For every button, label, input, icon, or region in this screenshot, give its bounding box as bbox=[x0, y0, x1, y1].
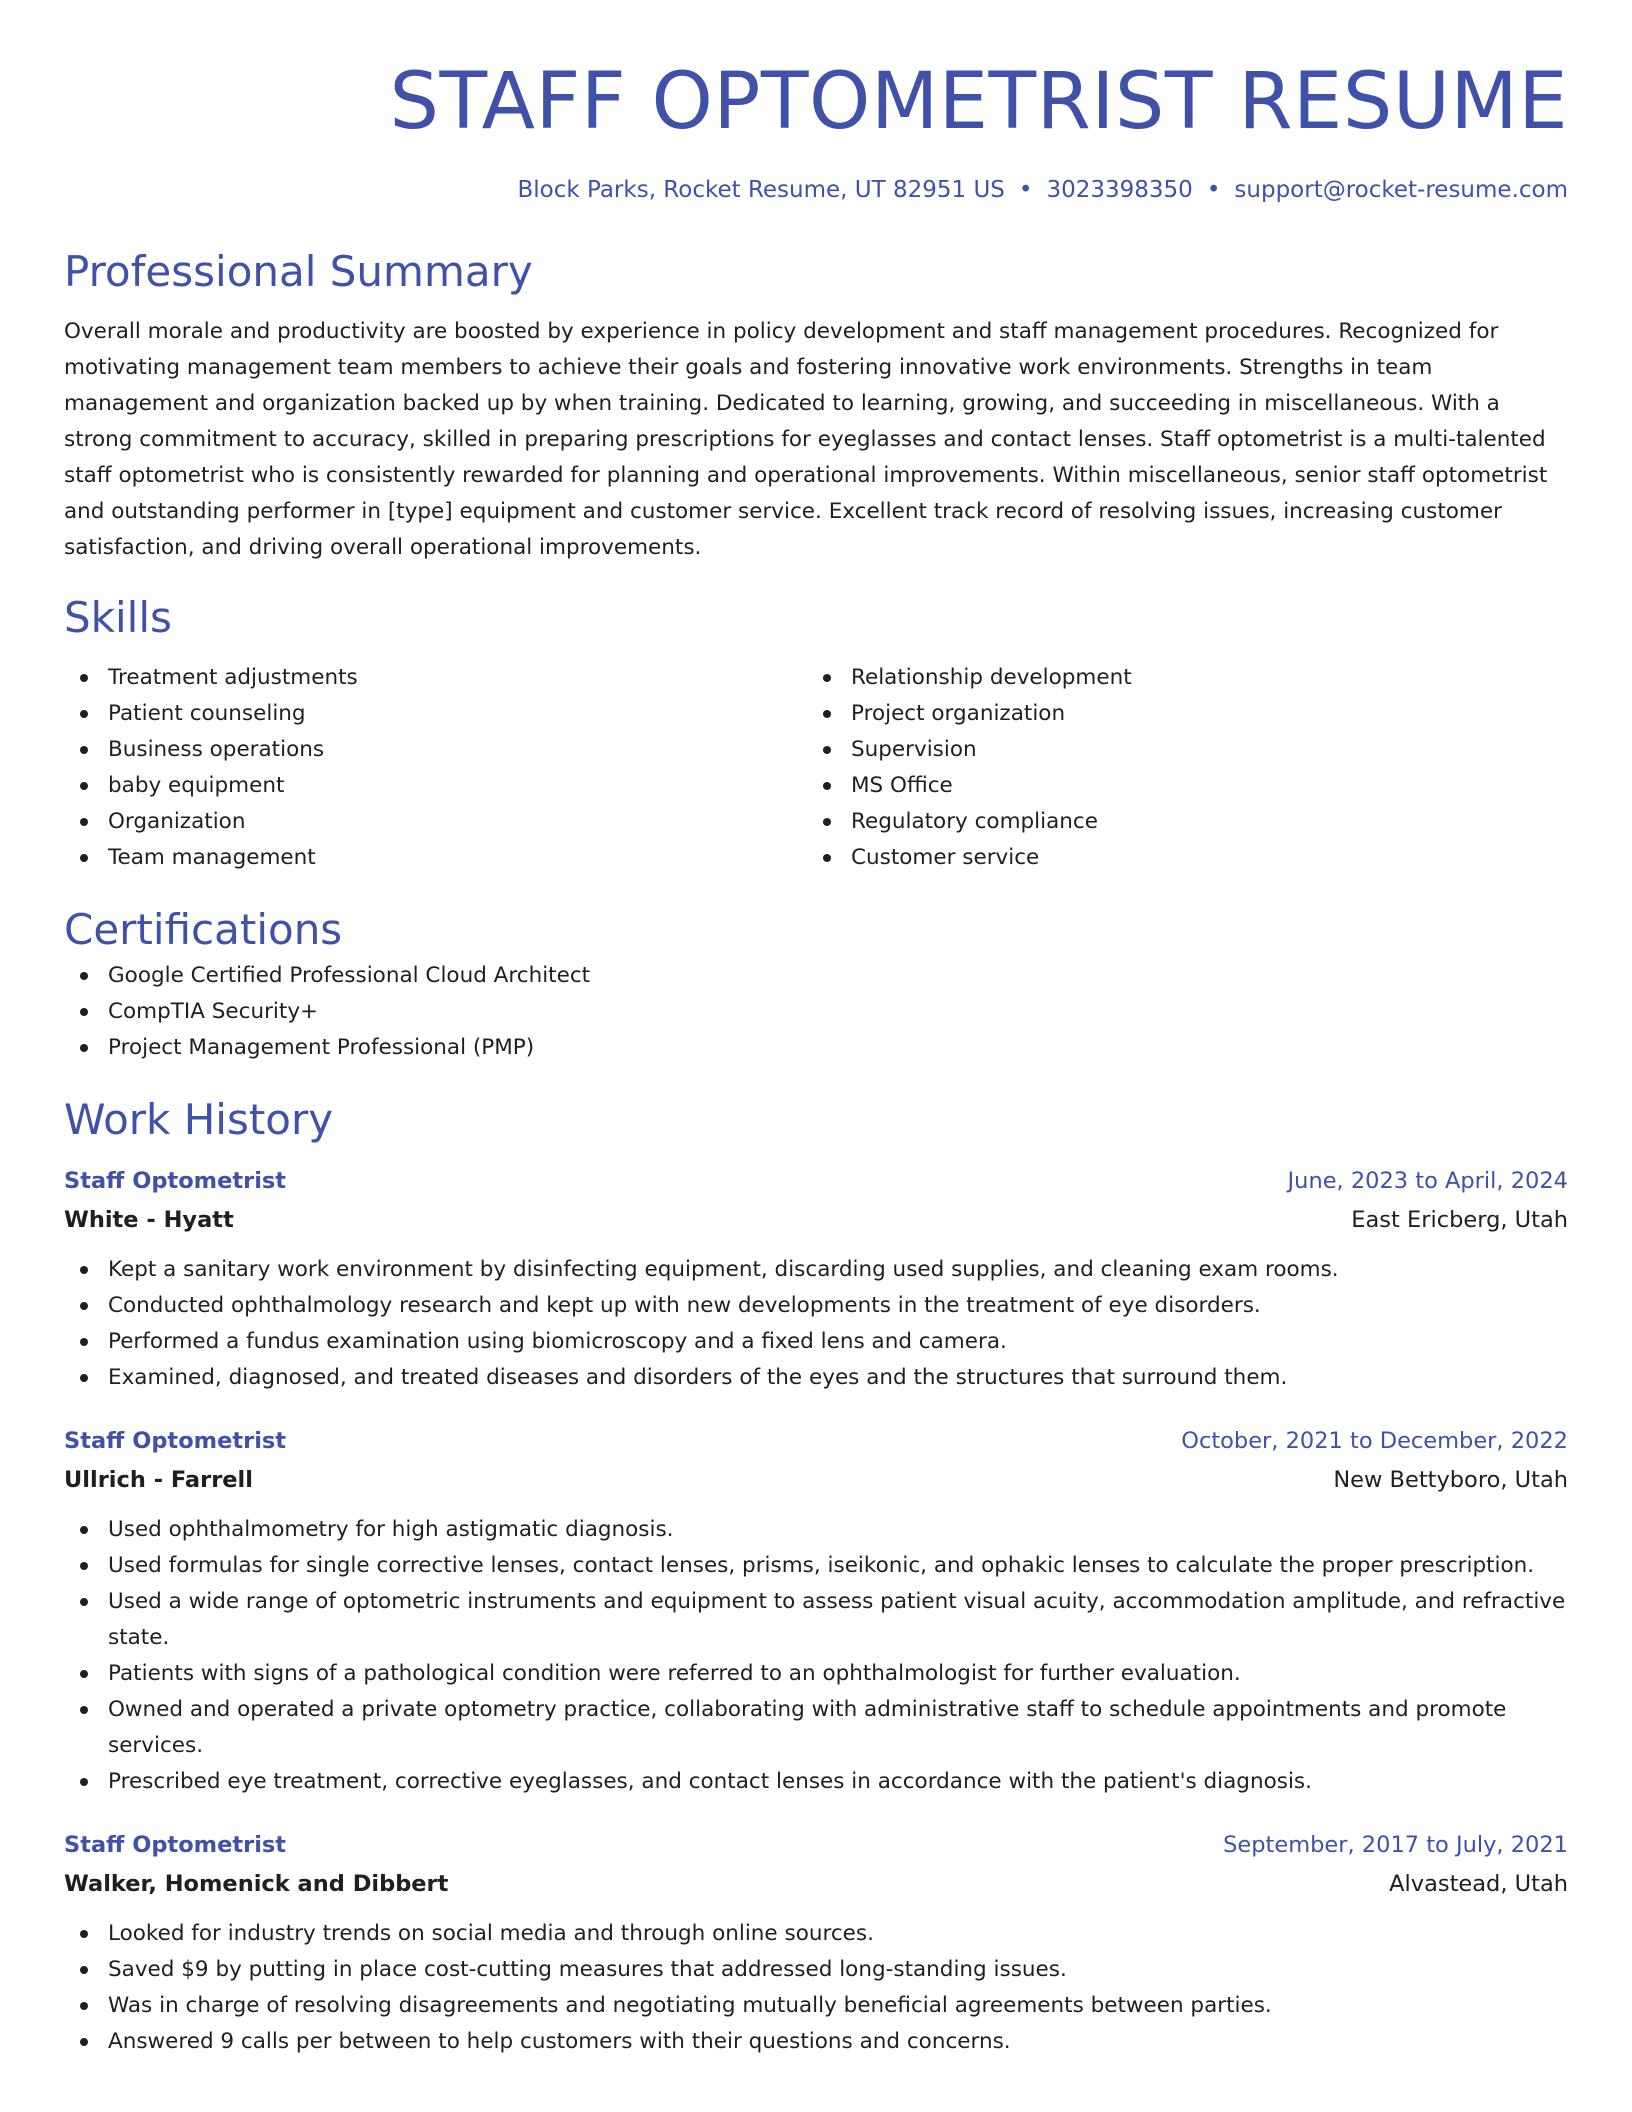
bullet-icon bbox=[80, 1302, 88, 1310]
skill-item bbox=[807, 732, 1550, 768]
skill-item bbox=[807, 840, 1550, 876]
resume-title: STAFF OPTOMETRIST RESUME bbox=[389, 57, 1568, 147]
job-company-row bbox=[64, 1460, 1568, 1500]
bullet-icon bbox=[80, 1526, 88, 1534]
skill-item bbox=[64, 768, 807, 804]
summary-text: Overall morale and productivity are boosted by experience in policy development and staff management procedures. Recognized for motivating management team members to achieve their goals and fostering innovative work environments. Strengths in team management and organization backed up by when training. Dedicated to learning, growing, and succeeding in miscellaneous. With a strong commitment to accuracy, skilled in preparing prescriptions for eyeglasses and contact lenses. Staff optometrist is a multi-talented staff optometrist who is consistently rewarded for planning and operational improvements. Within miscellaneous, senior staff optometrist and outstanding performer in [type] equipment and customer service. Excellent track record of resolving issues, increasing customer satisfaction, and driving overall operational improvements. bbox=[64, 319, 1548, 560]
certification-item bbox=[64, 1030, 1568, 1066]
bullet-icon bbox=[80, 1598, 88, 1606]
contact-separator: • bbox=[1018, 177, 1033, 203]
skill-item bbox=[64, 660, 807, 696]
bullet-icon bbox=[80, 1706, 88, 1714]
bullet-icon bbox=[823, 710, 831, 718]
job-duties-list bbox=[64, 1512, 1568, 1800]
job-title: Staff Optometrist bbox=[64, 1832, 287, 1858]
skills-list bbox=[64, 660, 1568, 876]
skill-item bbox=[807, 768, 1550, 804]
job-duty-text: Answered 9 calls per between to help customers with their questions and concerns. bbox=[108, 2029, 1011, 2054]
bullet-icon bbox=[80, 854, 88, 862]
skill-item bbox=[64, 840, 807, 876]
job-duty-item bbox=[64, 1916, 1568, 1952]
skill-label: Regulatory compliance bbox=[851, 809, 1098, 834]
bullet-icon bbox=[80, 1778, 88, 1786]
skills-heading: Skills bbox=[64, 593, 172, 642]
skill-label: Team management bbox=[108, 845, 316, 870]
bullet-icon bbox=[80, 1008, 88, 1016]
job-duty-item bbox=[64, 1764, 1568, 1800]
contact-address: Block Parks, Rocket Resume, UT 82951 US bbox=[517, 177, 1005, 203]
skill-label: Relationship development bbox=[851, 665, 1132, 690]
job-title-row bbox=[64, 1162, 1568, 1200]
skill-item bbox=[64, 732, 807, 768]
job-duty-item bbox=[64, 1288, 1568, 1324]
job-duty-item bbox=[64, 2024, 1568, 2060]
job-duty-item bbox=[64, 1584, 1568, 1656]
job-duty-item bbox=[64, 1252, 1568, 1288]
skill-label: Organization bbox=[108, 809, 246, 834]
job-duty-text: Examined, diagnosed, and treated diseases and disorders of the eyes and the structures that surround them. bbox=[108, 1365, 1288, 1390]
skill-label: Treatment adjustments bbox=[108, 665, 358, 690]
job-company-row bbox=[64, 1864, 1568, 1904]
job-duties-list bbox=[64, 1252, 1568, 1396]
contact-line bbox=[64, 174, 1568, 206]
job-entry bbox=[64, 1826, 1568, 2060]
skill-item bbox=[807, 804, 1550, 840]
job-company: Ullrich - Farrell bbox=[64, 1467, 253, 1493]
certification-label: Google Certified Professional Cloud Architect bbox=[108, 963, 591, 988]
job-entry bbox=[64, 1162, 1568, 1396]
bullet-icon bbox=[80, 1930, 88, 1938]
job-duty-item bbox=[64, 1952, 1568, 1988]
bullet-icon bbox=[80, 1044, 88, 1052]
job-company: White - Hyatt bbox=[64, 1207, 234, 1233]
job-duty-text: Owned and operated a private optometry practice, collaborating with administrative staff to schedule appointments and promote services. bbox=[108, 1697, 1507, 1758]
job-duties-list bbox=[64, 1916, 1568, 2060]
bullet-icon bbox=[80, 674, 88, 682]
job-duty-item bbox=[64, 1512, 1568, 1548]
job-duty-text: Prescribed eye treatment, corrective eyeglasses, and contact lenses in accordance with the patient's diagnosis. bbox=[108, 1769, 1312, 1794]
contact-email[interactable]: support@rocket-resume.com bbox=[1234, 177, 1568, 203]
skill-label: Patient counseling bbox=[108, 701, 306, 726]
job-duty-item bbox=[64, 1324, 1568, 1360]
job-duty-item bbox=[64, 1692, 1568, 1764]
skill-item bbox=[64, 804, 807, 840]
job-duty-item bbox=[64, 1548, 1568, 1584]
skill-item bbox=[807, 660, 1550, 696]
job-duty-text: Used ophthalmometry for high astigmatic diagnosis. bbox=[108, 1517, 674, 1542]
job-duty-text: Patients with signs of a pathological condition were referred to an ophthalmologist for further evaluation. bbox=[108, 1661, 1241, 1686]
job-duty-item bbox=[64, 1988, 1568, 2024]
bullet-icon bbox=[80, 1338, 88, 1346]
skills-column-right bbox=[807, 660, 1550, 876]
job-duty-text: Saved $9 by putting in place cost-cutting measures that addressed long-standing issues. bbox=[108, 1957, 1067, 1982]
certification-label: Project Management Professional (PMP) bbox=[108, 1035, 535, 1060]
job-location: New Bettyboro, Utah bbox=[1333, 1467, 1568, 1493]
skills-column-left bbox=[64, 660, 807, 876]
job-duty-item bbox=[64, 1656, 1568, 1692]
bullet-icon bbox=[80, 972, 88, 980]
job-company: Walker, Homenick and Dibbert bbox=[64, 1871, 449, 1897]
skill-label: MS Office bbox=[851, 773, 953, 798]
work-history-heading: Work History bbox=[64, 1095, 334, 1144]
certifications-heading: Certifications bbox=[64, 905, 343, 954]
resume-page bbox=[64, 50, 1568, 2060]
job-title: Staff Optometrist bbox=[64, 1428, 287, 1454]
job-dates: September, 2017 to July, 2021 bbox=[1223, 1832, 1568, 1858]
job-duty-text: Used a wide range of optometric instruments and equipment to assess patient visual acuity, accommodation amplitude, and refractive state. bbox=[108, 1589, 1566, 1650]
certification-label: CompTIA Security+ bbox=[108, 999, 319, 1024]
job-duty-text: Kept a sanitary work environment by disinfecting equipment, discarding used supplies, and cleaning exam rooms. bbox=[108, 1257, 1339, 1282]
skill-label: Supervision bbox=[851, 737, 977, 762]
contact-phone: 3023398350 bbox=[1046, 177, 1193, 203]
job-duty-text: Looked for industry trends on social media and through online sources. bbox=[108, 1921, 874, 1946]
bullet-icon bbox=[80, 782, 88, 790]
skill-label: baby equipment bbox=[108, 773, 285, 798]
job-company-row bbox=[64, 1200, 1568, 1240]
bullet-icon bbox=[80, 818, 88, 826]
summary-heading: Professional Summary bbox=[64, 247, 533, 296]
certifications-list bbox=[64, 958, 1568, 1066]
bullet-icon bbox=[80, 2002, 88, 2010]
job-dates: June, 2023 to April, 2024 bbox=[1287, 1168, 1568, 1194]
job-duty-text: Conducted ophthalmology research and kept up with new developments in the treatment of eye disorders. bbox=[108, 1293, 1261, 1318]
job-title-row bbox=[64, 1422, 1568, 1460]
certification-item bbox=[64, 994, 1568, 1030]
bullet-icon bbox=[823, 674, 831, 682]
job-location: East Ericberg, Utah bbox=[1351, 1207, 1568, 1233]
skill-item bbox=[64, 696, 807, 732]
skill-item bbox=[807, 696, 1550, 732]
job-title: Staff Optometrist bbox=[64, 1168, 287, 1194]
bullet-icon bbox=[80, 1562, 88, 1570]
job-title-row bbox=[64, 1826, 1568, 1864]
certification-item bbox=[64, 958, 1568, 994]
skill-label: Customer service bbox=[851, 845, 1040, 870]
job-duty-text: Performed a fundus examination using biomicroscopy and a fixed lens and camera. bbox=[108, 1329, 1007, 1354]
bullet-icon bbox=[80, 746, 88, 754]
job-duty-text: Used formulas for single corrective lenses, contact lenses, prisms, iseikonic, and ophakic lenses to calculate the proper prescription. bbox=[108, 1553, 1535, 1578]
job-duty-text: Was in charge of resolving disagreements and negotiating mutually beneficial agreements between parties. bbox=[108, 1993, 1272, 2018]
bullet-icon bbox=[823, 782, 831, 790]
job-entry bbox=[64, 1422, 1568, 1800]
job-location: Alvastead, Utah bbox=[1389, 1871, 1568, 1897]
job-duty-item bbox=[64, 1360, 1568, 1396]
contact-separator: • bbox=[1206, 177, 1221, 203]
bullet-icon bbox=[80, 1670, 88, 1678]
skill-label: Business operations bbox=[108, 737, 325, 762]
bullet-icon bbox=[80, 710, 88, 718]
bullet-icon bbox=[823, 818, 831, 826]
bullet-icon bbox=[80, 1966, 88, 1974]
bullet-icon bbox=[80, 1374, 88, 1382]
bullet-icon bbox=[80, 1266, 88, 1274]
bullet-icon bbox=[823, 746, 831, 754]
bullet-icon bbox=[80, 2038, 88, 2046]
job-dates: October, 2021 to December, 2022 bbox=[1181, 1428, 1568, 1454]
bullet-icon bbox=[823, 854, 831, 862]
skill-label: Project organization bbox=[851, 701, 1066, 726]
